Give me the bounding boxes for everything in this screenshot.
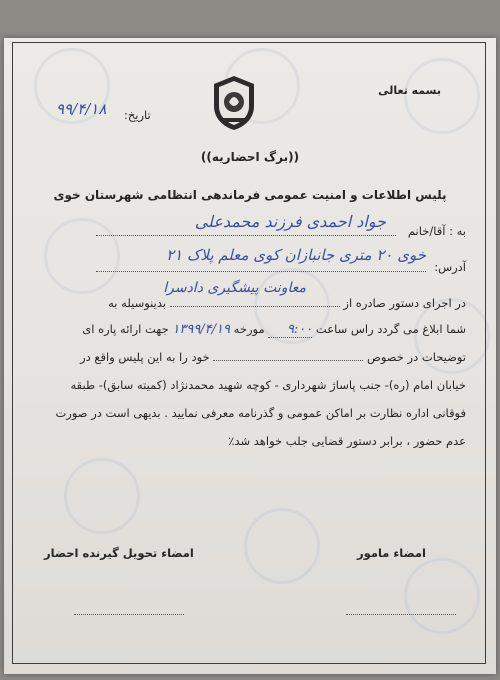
- recipient-label: به : آقا/خانم: [407, 224, 466, 238]
- recipient-signature-label: امضاء تحویل گیرنده احضار: [44, 546, 194, 560]
- date-value: ۹۹/۴/۱۸: [56, 100, 107, 118]
- address-label: آدرس:: [434, 260, 466, 274]
- line1-prefix: در اجرای دستور صادره از: [343, 296, 466, 310]
- body-line-6: عدم حضور ، برابر دستور قضایی جلب خواهد شد٪: [228, 434, 466, 448]
- line3-prefix: توضیحات در خصوص: [366, 350, 466, 364]
- officer-signature-label: امضاء مامور: [357, 546, 426, 560]
- form-title: ((برگ احضاریه)): [200, 150, 300, 164]
- line2-mid: مورخه: [233, 322, 265, 336]
- body-line-4: خیابان امام (ره)- جنب پاساژ شهرداری - کوچه شهید محمدنژاد (کمیته سابق)- طبقه: [70, 378, 466, 392]
- recipient-name: جواد احمدی فرزند محمدعلی: [194, 212, 386, 231]
- recipient-signature-line: [74, 614, 184, 615]
- appointment-time: ۹:۰۰: [268, 322, 312, 338]
- date-label: تاریخ:: [124, 108, 151, 122]
- body-line-3: [80, 350, 466, 364]
- basmala-header: بسمه تعالی: [378, 84, 441, 97]
- line3-suffix: خود را به این پلیس واقع در: [80, 350, 210, 364]
- police-emblem-icon: [209, 74, 259, 132]
- body-line-5: فوقانی اداره نظارت بر اماکن عمومی و گذرنامه معرفی نمایید . بدیهی است در صورت: [55, 406, 466, 420]
- address-underline: [96, 271, 426, 272]
- summons-sheet: [4, 38, 496, 674]
- order-issuer-value: معاونت پیشگیری دادسرا: [163, 280, 306, 296]
- address-value: خوی ۲۰ متری جانبازان کوی معلم پلاک ۲۱: [166, 246, 426, 264]
- line2-prefix: شما ابلاغ می گردد راس ساعت: [315, 322, 466, 336]
- issuer-heading: پلیس اطلاعات و امنیت عمومی فرماندهی انتظامی شهرستان خوی: [53, 188, 447, 202]
- line2-suffix: جهت ارائه پاره ای: [82, 322, 169, 336]
- body-line-2: [82, 322, 466, 338]
- officer-signature-line: [346, 614, 456, 615]
- line1-suffix: بدینوسیله به: [108, 296, 167, 310]
- body-line-1: [108, 296, 466, 310]
- appointment-date: ۱۳۹۹/۴/۱۹: [172, 322, 231, 337]
- recipient-underline: [96, 235, 396, 236]
